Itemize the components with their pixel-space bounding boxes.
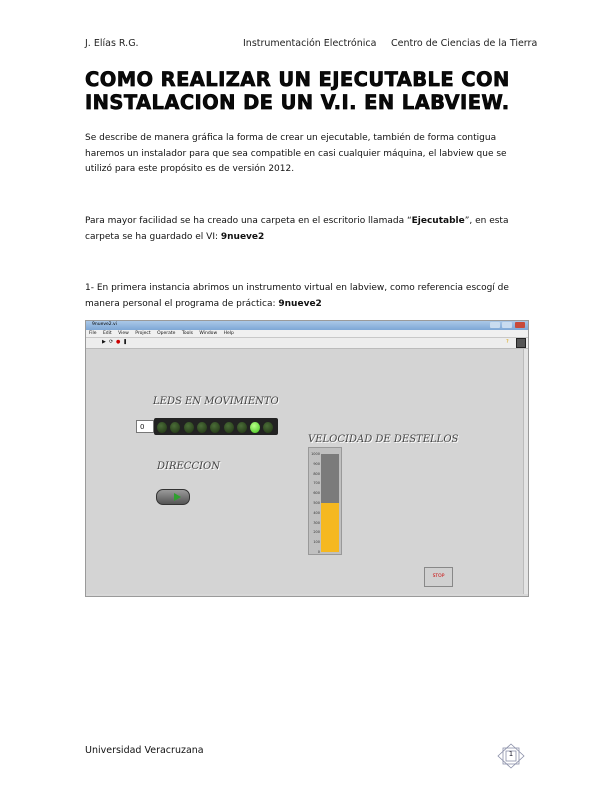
page-number: 1 <box>508 750 514 758</box>
title-line-2: INSTALACION DE UN V.I. EN LABVIEW. <box>85 91 510 114</box>
run-toolbar <box>86 338 528 349</box>
minimize-icon <box>490 322 500 328</box>
numeric-control[interactable]: 0 <box>136 420 154 433</box>
abort-icon: ● <box>116 339 121 345</box>
tank-tick-label: 1000 <box>311 452 320 456</box>
tank-tick-label: 800 <box>313 471 320 476</box>
folder-name: Ejecutable <box>411 216 465 226</box>
header-course: Instrumentación Electrónica <box>243 38 377 49</box>
tank-fill <box>321 503 339 552</box>
tank-tick-label: 300 <box>313 520 320 525</box>
led-3 <box>183 421 195 434</box>
header-center: Centro de Ciencias de la Tierra <box>391 38 538 49</box>
maximize-icon <box>502 322 512 328</box>
menu-window: Window <box>199 331 218 336</box>
step1-text: 1- En primera instancia abrimos un instrumento virtual en labview, como referencia escogí de manera personal el programa de práctica: <box>85 283 509 309</box>
led-4 <box>196 421 208 434</box>
tank-tick-label: 700 <box>313 481 320 486</box>
speed-label: VELOCIDAD DE DESTELLOS <box>308 434 459 445</box>
header-author: J. Elías R.G. <box>85 38 139 49</box>
led-1 <box>156 421 168 434</box>
run-arrow-icon: ▶ <box>102 339 106 345</box>
led-8 <box>249 421 261 434</box>
menu-edit: Edit <box>102 331 112 336</box>
direction-label: DIRECCION <box>157 461 220 472</box>
folder-paragraph-text: Para mayor facilidad se ha creado una carpeta en el escritorio llamada “ <box>85 216 412 226</box>
folder-paragraph-text-2: ”, en esta carpeta se ha guardado el VI: <box>85 216 509 242</box>
leds-label: LEDS EN MOVIMIENTO <box>153 396 279 407</box>
help-icon: ? <box>506 339 509 345</box>
window-title: 9nueve2.vi <box>92 322 117 327</box>
front-panel <box>86 349 524 594</box>
labview-screenshot <box>85 320 529 597</box>
run-continuous-icon: ⟳ <box>109 339 114 345</box>
stop-button[interactable]: STOP <box>424 567 453 587</box>
close-icon <box>515 322 525 328</box>
tank-empty <box>321 454 339 503</box>
vertical-scrollbar[interactable] <box>523 349 528 594</box>
led-7 <box>236 421 248 434</box>
menu-help: Help <box>223 331 234 336</box>
title-line-1: COMO REALIZAR UN EJECUTABLE CON <box>85 68 510 91</box>
tank-tick-label: 0 <box>317 550 320 554</box>
menu-file: File <box>89 331 97 336</box>
footer-university: Universidad Veracruzana <box>85 745 204 756</box>
step1-paragraph <box>85 281 525 312</box>
intro-paragraph: Se describe de manera gráfica la forma de crear un ejecutable, también de forma contigua haremos un instalador para que sea compatible en casi cualquier máquina, el labview que se utilizó para este propósito es de versión 2012. <box>85 133 507 174</box>
pause-icon: ❚ <box>123 339 128 345</box>
tank-tick-label: 400 <box>313 510 320 515</box>
tank-tick-label: 900 <box>313 461 320 466</box>
folder-paragraph <box>85 214 525 245</box>
tank-tick-label: 500 <box>313 501 320 505</box>
menu-bar <box>86 330 528 338</box>
document-title <box>85 68 555 114</box>
menu-view: View <box>118 331 129 336</box>
menu-operate: Operate <box>157 331 176 336</box>
tank-tick-label: 200 <box>313 530 320 535</box>
menu-project: Project <box>135 331 151 336</box>
led-6 <box>223 421 235 434</box>
step1-vi-name: 9nueve2 <box>278 298 322 309</box>
tank-tick-label: 600 <box>313 491 320 496</box>
vi-name: 9nueve2 <box>220 231 265 242</box>
menu-tools: Tools <box>181 331 193 336</box>
tank-tick-label: 100 <box>313 540 320 545</box>
vi-icon <box>516 338 526 348</box>
window-titlebar <box>86 321 528 330</box>
page-number-badge <box>497 743 525 769</box>
direction-toggle[interactable] <box>156 489 190 505</box>
speed-tank[interactable] <box>308 447 342 555</box>
